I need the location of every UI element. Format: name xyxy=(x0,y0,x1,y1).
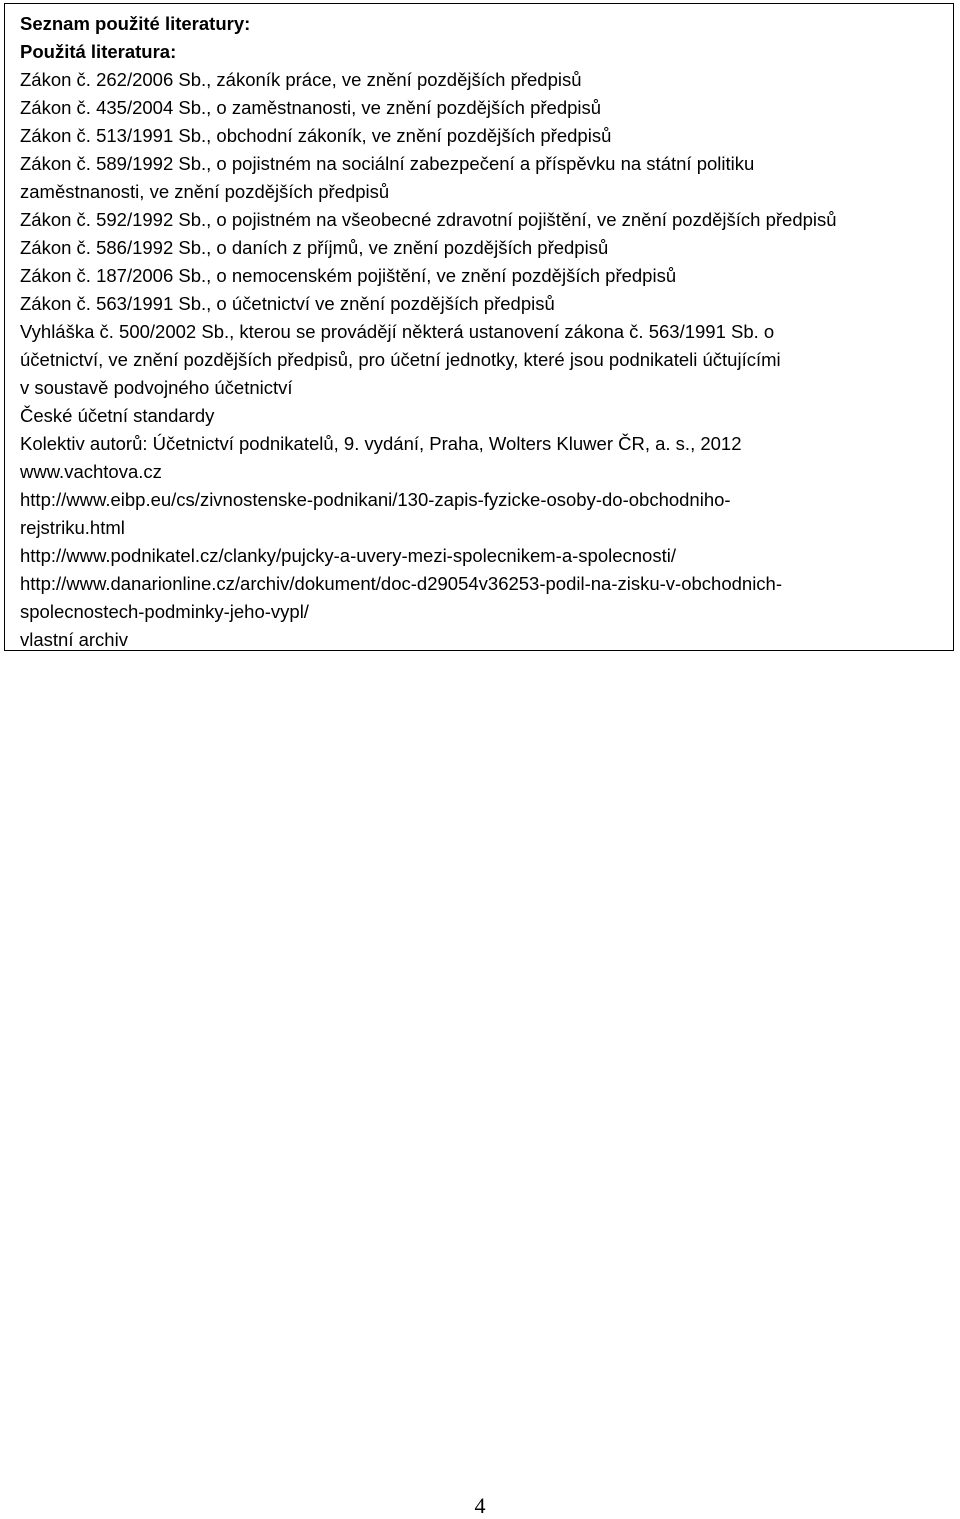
reference-line: České účetní standardy xyxy=(20,405,215,426)
page-number: 4 xyxy=(474,1493,486,1518)
reference-line: Zákon č. 586/1992 Sb., o daních z příjmů, ve znění pozdějších předpisů xyxy=(20,237,609,258)
reference-line: Zákon č. 592/1992 Sb., o pojistném na všeobecné zdravotní pojištění, ve znění pozdějších předpisů xyxy=(20,209,837,230)
reference-line: zaměstnanosti, ve znění pozdějších předpisů xyxy=(20,181,390,202)
reference-line: Kolektiv autorů: Účetnictví podnikatelů, 9. vydání, Praha, Wolters Kluwer ČR, a. s., 2012 xyxy=(20,433,742,454)
reference-line: účetnictví, ve znění pozdějších předpisů, pro účetní jednotky, které jsou podnikateli účtujícími xyxy=(20,349,781,370)
reference-line: v soustavě podvojného účetnictví xyxy=(20,377,293,398)
bibliography-box xyxy=(4,3,954,651)
reference-link[interactable]: http://www.podnikatel.cz/clanky/pujcky-a-uvery-mezi-spolecnikem-a-spolecnosti/ xyxy=(20,545,676,566)
reference-link[interactable]: www.vachtova.cz xyxy=(20,461,162,482)
reference-line: vlastní archiv xyxy=(20,629,128,650)
reference-line: Zákon č. 589/1992 Sb., o pojistném na sociální zabezpečení a příspěvku na státní politiku xyxy=(20,153,755,174)
reference-line: Zákon č. 187/2006 Sb., o nemocenském pojištění, ve znění pozdějších předpisů xyxy=(20,265,677,286)
reference-link[interactable]: http://www.danarionline.cz/archiv/dokument/doc-d29054v36253-podil-na-zisku-v-obchodnich- xyxy=(20,573,783,594)
reference-link[interactable]: http://www.eibp.eu/cs/zivnostenske-podnikani/130-zapis-fyzicke-osoby-do-obchodniho- xyxy=(20,489,731,510)
reference-link[interactable]: spolecnostech-podminky-jeho-vypl/ xyxy=(20,601,309,622)
reference-line: Zákon č. 563/1991 Sb., o účetnictví ve znění pozdějších předpisů xyxy=(20,293,555,314)
reference-line: Vyhláška č. 500/2002 Sb., kterou se provádějí některá ustanovení zákona č. 563/1991 Sb. o xyxy=(20,321,775,342)
reference-link[interactable]: rejstriku.html xyxy=(20,517,125,538)
bibliography-content xyxy=(20,10,950,654)
bibliography-heading: Seznam použité literatury: xyxy=(20,13,251,34)
reference-line: Zákon č. 435/2004 Sb., o zaměstnanosti, ve znění pozdějších předpisů xyxy=(20,97,602,118)
reference-line: Zákon č. 262/2006 Sb., zákoník práce, ve znění pozdějších předpisů xyxy=(20,69,582,90)
reference-line: Zákon č. 513/1991 Sb., obchodní zákoník, ve znění pozdějších předpisů xyxy=(20,125,612,146)
bibliography-subheading: Použitá literatura: xyxy=(20,41,177,62)
